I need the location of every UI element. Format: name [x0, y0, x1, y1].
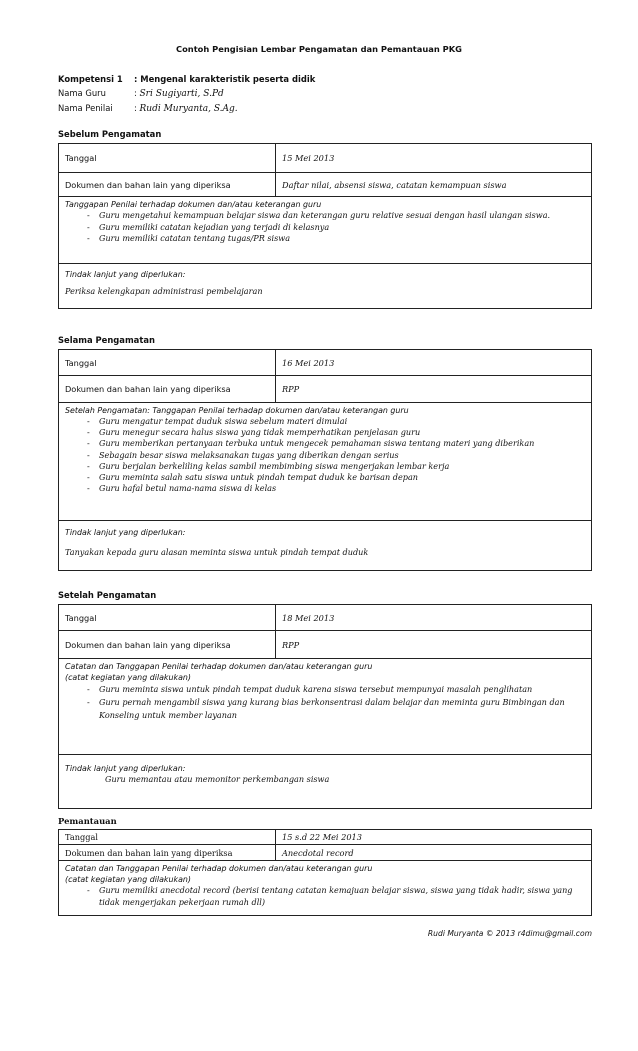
list-item: - Sebagain besar siswa melaksanakan tugas yang diberikan dengan serius	[87, 450, 585, 461]
tanggal-label: Tanggal	[59, 830, 276, 845]
guru-value: Sri Sugiyarti, S.Pd	[139, 89, 224, 99]
section-title-sebelum: Sebelum Pengamatan	[58, 129, 162, 139]
catatan-label: Catatan dan Tanggapan Penilai terhadap dokumen dan/atau keterangan guru	[65, 864, 373, 873]
section-title-setelah: Setelah Pengamatan	[58, 590, 157, 600]
table-row	[59, 403, 592, 521]
catatan-label: Catatan dan Tanggapan Penilai terhadap dokumen dan/atau keterangan guru	[65, 662, 373, 671]
dokumen-value: Anecdotal record	[276, 845, 592, 861]
list-item: - Guru pernah mengambil siswa yang kurang bias berkonsentrasi dalam belajar dan meminta guru Bimbingan dan Konseling untuk member layanan	[87, 696, 585, 722]
table-row	[59, 350, 592, 376]
table-setelah	[58, 604, 592, 809]
tanggapan-cell	[59, 197, 592, 264]
tanggal-value: 18 Mei 2013	[276, 605, 592, 631]
guru-row	[58, 86, 224, 101]
tanggal-value: 15 s.d 22 Mei 2013	[276, 830, 592, 845]
penilai-colon: :	[134, 103, 137, 113]
list-item: - Guru memiliki catatan kejadian yang terjadi di kelasnya	[87, 222, 585, 234]
kompetensi-label: Kompetensi 1	[58, 74, 123, 84]
dokumen-value: Daftar nilai, absensi siswa, catatan kemampuan siswa	[276, 173, 592, 197]
guru-label: Nama Guru	[58, 88, 106, 98]
penilai-row	[58, 101, 238, 116]
tanggapan-label: Setelah Pengamatan: Tanggapan Penilai terhadap dokumen dan/atau keterangan guru	[65, 406, 409, 415]
catatan-cell	[59, 659, 592, 755]
table-selama	[58, 349, 592, 571]
table-row	[59, 144, 592, 173]
tindak-label: Tindak lanjut yang diperlukan:	[65, 270, 186, 279]
list-item: - Guru memiliki catatan tentang tugas/PR siswa	[87, 233, 585, 245]
tanggal-value: 15 Mei 2013	[276, 144, 592, 173]
table-sebelum	[58, 143, 592, 309]
penilai-value: Rudi Muryanta, S.Ag.	[139, 104, 238, 114]
tanggal-label: Tanggal	[59, 605, 276, 631]
table-row	[59, 659, 592, 755]
table-row	[59, 376, 592, 403]
tanggapan-list	[65, 416, 585, 494]
tanggal-label: Tanggal	[59, 350, 276, 376]
kompetensi-row	[58, 72, 315, 86]
section-title-pemantauan: Pemantauan	[58, 816, 117, 826]
kompetensi-value: : Mengenal karakteristik peserta didik	[134, 74, 316, 84]
dokumen-value: RPP	[276, 631, 592, 659]
list-item: - Guru menegur secara halus siswa yang tidak memperhatikan penjelasan guru	[87, 427, 585, 438]
tindak-label: Tindak lanjut yang diperlukan:	[65, 764, 186, 773]
table-row	[59, 605, 592, 631]
list-item: - Guru mengetahui kemampuan belajar siswa dan keterangan guru relative sesuai dengan hasil ulangan siswa.	[87, 210, 585, 222]
tindak-cell	[59, 521, 592, 571]
catatan-list	[65, 885, 585, 908]
dokumen-label: Dokumen dan bahan lain yang diperiksa	[59, 376, 276, 403]
catatan-list	[65, 683, 585, 722]
tanggal-label: Tanggal	[59, 144, 276, 173]
table-row	[59, 197, 592, 264]
catatan-cell	[59, 861, 592, 916]
footer-credit: Rudi Muryanta © 2013 r4dimu@gmail.com	[427, 929, 592, 938]
tanggapan-cell	[59, 403, 592, 521]
table-row	[59, 631, 592, 659]
tindak-value: Guru memantau atau memonitor perkembangan siswa	[105, 774, 330, 784]
list-item: - Guru mengatur tempat duduk siswa sebelum materi dimulai	[87, 416, 585, 427]
tanggapan-label: Tanggapan Penilai terhadap dokumen dan/atau keterangan guru	[65, 200, 322, 209]
table-row	[59, 264, 592, 309]
table-pemantauan	[58, 829, 592, 916]
table-row	[59, 521, 592, 571]
dokumen-label: Dokumen dan bahan lain yang diperiksa	[59, 173, 276, 197]
tindak-cell	[59, 264, 592, 309]
guru-colon: :	[134, 88, 137, 98]
dokumen-label: Dokumen dan bahan lain yang diperiksa	[59, 845, 276, 861]
table-row	[59, 830, 592, 845]
list-item: - Guru memberikan pertanyaan terbuka untuk mengecek pemahaman siswa tentang materi yang diberikan	[87, 438, 585, 449]
list-item: - Guru hafal betul nama-nama siswa di kelas	[87, 483, 585, 494]
list-item: - Guru memiliki anecdotal record (berisi tentang catatan kemajuan belajar siswa, siswa yang tidak hadir, siswa yang tidak mengerjakan pekerjaan rumah dll)	[87, 885, 585, 908]
tindak-value: Tanyakan kepada guru alasan meminta siswa untuk pindah tempat duduk	[65, 547, 369, 557]
table-row	[59, 845, 592, 861]
section-title-selama: Selama Pengamatan	[58, 335, 155, 345]
catatan-sub: (catat kegiatan yang dilakukan)	[65, 673, 191, 682]
catatan-sub: (catat kegiatan yang dilakukan)	[65, 875, 191, 884]
page-title: Contoh Pengisian Lembar Pengamatan dan Pemantauan PKG	[176, 44, 462, 54]
list-item: - Guru meminta salah satu siswa untuk pindah tempat duduk ke barisan depan	[87, 472, 585, 483]
tanggapan-list	[65, 210, 585, 245]
penilai-label: Nama Penilai	[58, 103, 113, 113]
tindak-label: Tindak lanjut yang diperlukan:	[65, 528, 186, 537]
list-item: - Guru meminta siswa untuk pindah tempat duduk karena siswa tersebut mempunyai masalah penglihatan	[87, 683, 585, 696]
dokumen-value: RPP	[276, 376, 592, 403]
table-row	[59, 173, 592, 197]
table-row	[59, 861, 592, 916]
tanggal-value: 16 Mei 2013	[276, 350, 592, 376]
tindak-cell	[59, 755, 592, 809]
list-item: - Guru berjalan berkeliling kelas sambil membimbing siswa mengerjakan lembar kerja	[87, 461, 585, 472]
tindak-value: Periksa kelengkapan administrasi pembelajaran	[65, 286, 263, 296]
table-row	[59, 755, 592, 809]
dokumen-label: Dokumen dan bahan lain yang diperiksa	[59, 631, 276, 659]
